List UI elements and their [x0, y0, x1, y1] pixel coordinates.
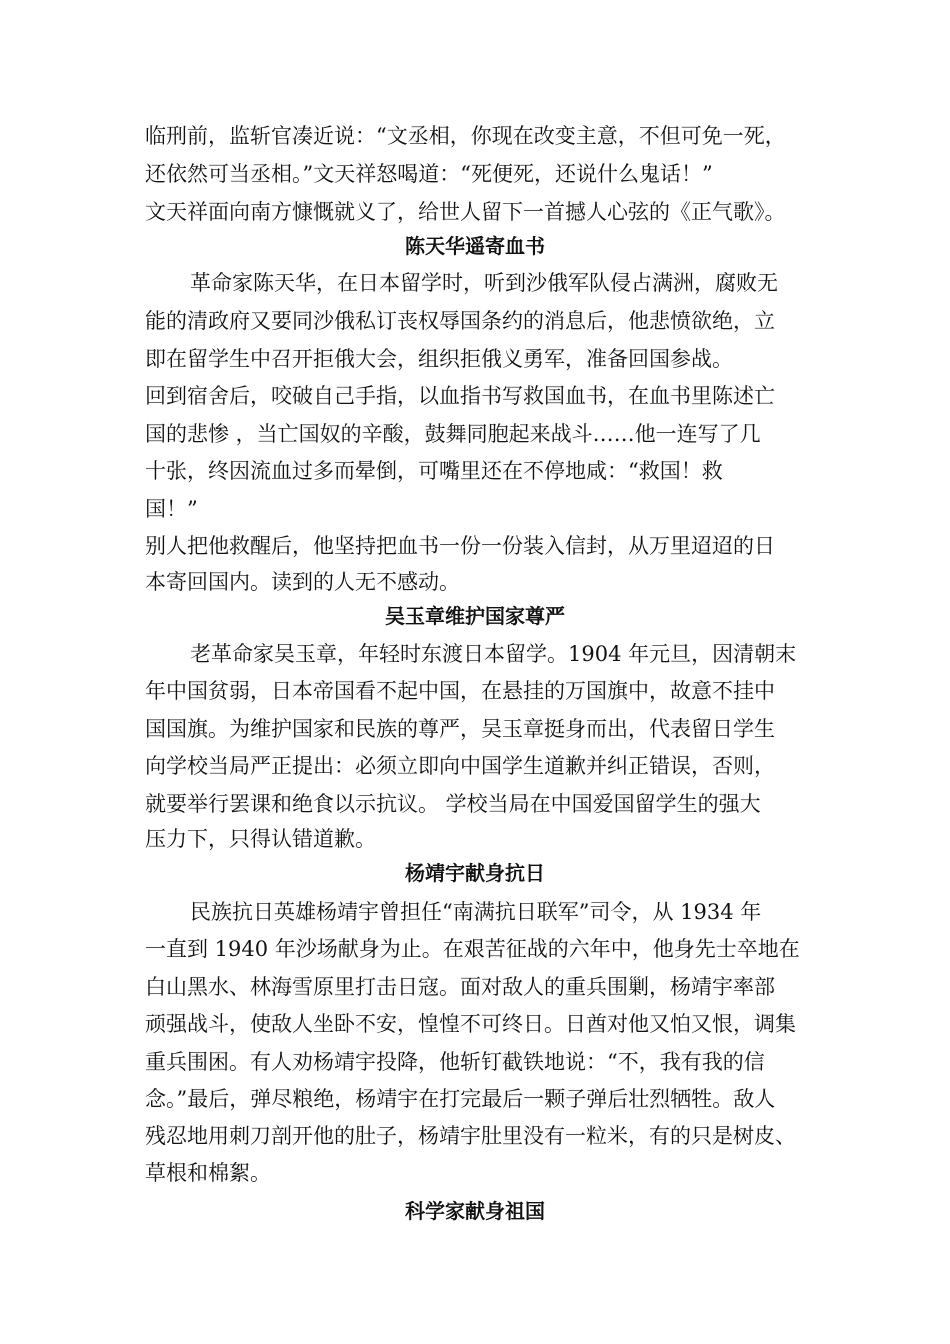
section-title: 杨靖宇献身抗日 — [405, 861, 545, 885]
paragraph-line: 顽强战斗，使敌人坐卧不安，惶惶不可终日。日酋对他又怕又恨，调集 — [145, 1012, 796, 1036]
section-title: 陈天华遥寄血书 — [405, 234, 545, 258]
paragraph-line: 能的清政府又要同沙俄私订丧权辱国条约的消息后，他悲愤欲绝，立 — [145, 309, 775, 333]
paragraph-line: 残忍地用刺刀剖开他的肚子，杨靖宇肚里没有一粒米，有的只是树皮、 — [145, 1124, 796, 1148]
paragraph-line: 民族抗日英雄杨靖宇曾担任“南满抗日联军”司令，从 1934 年 — [190, 900, 762, 924]
paragraph-line: 十张，终因流血过多而晕倒，可嘴里还在不停地咸：“救国！救 — [145, 459, 723, 483]
paragraph-line: 白山黑水、林海雪原里打击日寇。面对敌人的重兵围剿，杨靖宇率部 — [145, 975, 775, 999]
paragraph-line: 别人把他救醒后，他坚持把血书一份一份装入信封，从万里迢迢的日 — [145, 534, 775, 558]
paragraph-line: 革命家陈天华，在日本留学时，听到沙俄军队侵占满洲，腐败无 — [190, 271, 778, 295]
paragraph-line: 文天祥面向南方慷慨就义了，给世人留下一首撼人心弦的《正气歌》。 — [145, 200, 786, 224]
paragraph-line: 国的悲惨 ，当亡国奴的辛酸，鼓舞同胞起来战斗……他一连写了几 — [145, 422, 761, 446]
paragraph-line: 年中国贫弱，日本帝国看不起中国，在悬挂的万国旗中，故意不挂中 — [145, 679, 775, 703]
section-title: 吴玉章维护国家尊严 — [385, 604, 565, 628]
paragraph-line: 一直到 1940 年沙场献身为止。在艰苦征战的六年中，他身先士卒地在 — [145, 937, 800, 961]
paragraph-line: 还依然可当丞相。”文天祥怒喝道：“死便死，还说什么鬼话！” — [145, 162, 713, 186]
paragraph-line: 念。”最后，弹尽粮绝，杨靖宇在打完最后一颗子弹后壮烈牺牲。敌人 — [145, 1087, 776, 1111]
paragraph-line: 老革命家吴玉章，年轻时东渡日本留学。1904 年元旦，因清朝末 — [190, 642, 797, 666]
paragraph-line: 国！” — [145, 497, 198, 521]
paragraph-line: 回到宿舍后，咬破自己手指，以血指书写救国血书，在血书里陈述亡 — [145, 384, 775, 408]
section-title: 科学家献身祖国 — [405, 1199, 545, 1223]
paragraph-line: 就要举行罢课和绝食以示抗议。 学校当局在中国爱国留学生的强大 — [145, 792, 761, 816]
paragraph-line: 压力下，只得认错道歉。 — [145, 827, 376, 851]
paragraph-line: 重兵围困。有人劝杨靖宇投降，他斩钉截铁地说：“不，我有我的信 — [145, 1050, 765, 1074]
paragraph-line: 草根和棉絮。 — [145, 1161, 271, 1185]
paragraph-line: 本寄回国内。读到的人无不感动。 — [145, 570, 460, 594]
paragraph-line: 临刑前，监斩官凑近说：“文丞相，你现在改变主意，不但可免一死， — [145, 124, 786, 148]
paragraph-line: 向学校当局严正提出：必须立即向中国学生道歉并纠正错误，否则， — [145, 754, 775, 778]
paragraph-line: 即在留学生中召开拒俄大会，组织拒俄义勇军，准备回国参战。 — [145, 347, 733, 371]
paragraph-line: 国国旗。为维护国家和民族的尊严，吴玉章挺身而出，代表留日学生 — [145, 717, 775, 741]
